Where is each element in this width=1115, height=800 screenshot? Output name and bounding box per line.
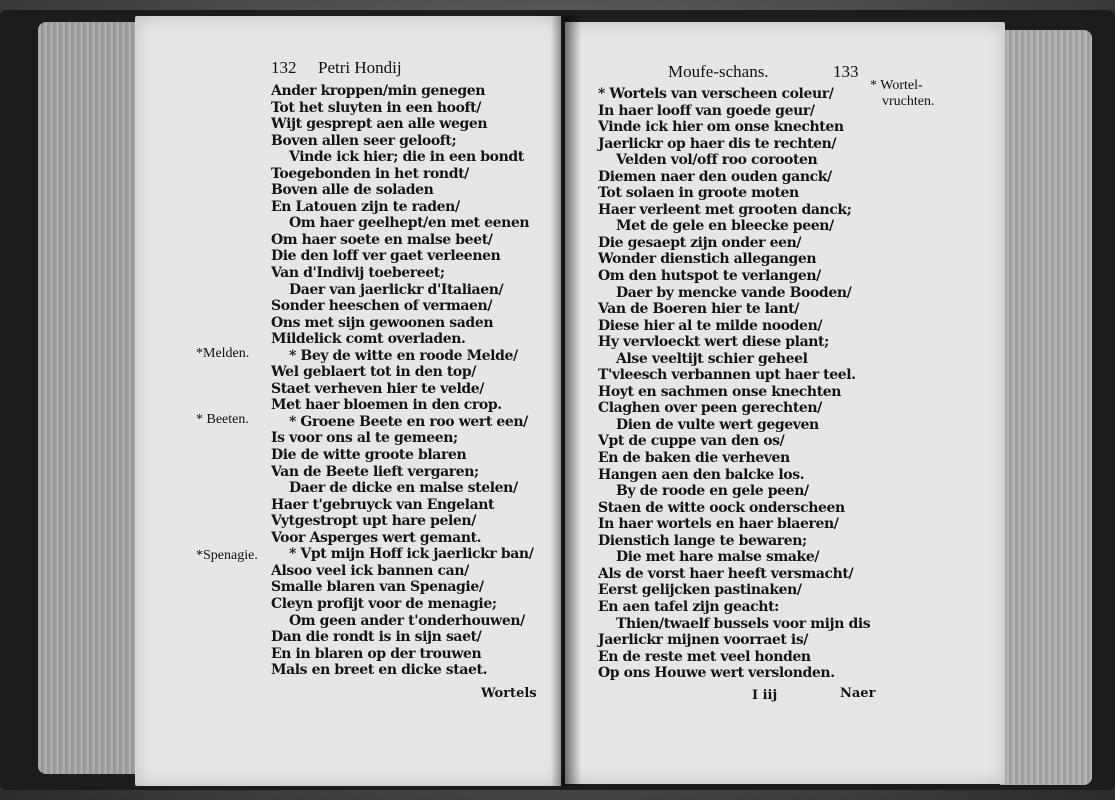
- left-verse-line: Boven allen seer gelooft;: [271, 132, 457, 149]
- left-verse-line: Mildelick comt overladen.: [271, 331, 466, 348]
- left-verse-line: Cleyn profijt voor de menagie;: [271, 595, 497, 612]
- right-verse-line: Jaerlickr op haer dis te rechten/: [598, 135, 837, 152]
- left-verse-line: * Bey de witte en roode Melde/: [289, 347, 518, 364]
- left-verse-block: [271, 83, 533, 679]
- right-verse-line: Hy vervloeckt wert diese plant;: [598, 334, 829, 351]
- right-verse-line: Als de vorst haer heeft versmacht/: [598, 565, 854, 582]
- right-verse-line: Dien de vulte wert gegeven: [616, 416, 819, 433]
- left-verse-line: Dan die rondt is in sijn saet/: [271, 629, 482, 646]
- left-verse-line: Wel geblaert tot in den top/: [271, 364, 476, 381]
- right-verse-line: En de baken die verheven: [598, 450, 790, 467]
- left-verse-line: Mals en breet en dicke staet.: [271, 662, 488, 679]
- left-catchword: Wortels: [481, 686, 537, 701]
- left-verse-line: Ons met sijn gewoonen saden: [271, 314, 494, 331]
- right-verse-line: * Wortels van verscheen coleur/: [598, 86, 834, 102]
- right-verse-line: Eerst gelijcken pastinaken/: [598, 582, 802, 599]
- left-verse-line: * Groene Beete en roo wert een/: [289, 413, 528, 430]
- right-verse-line: Dienstich lange te bewaren;: [598, 532, 807, 549]
- left-verse-line: En in blaren op der trouwen: [271, 645, 482, 662]
- right-verse-line: Hoyt en sachmen onse knechten: [598, 383, 842, 400]
- left-verse-line: Die de witte groote blaren: [271, 447, 467, 464]
- right-verse-line: Jaerlickr mijnen voorraet is/: [598, 632, 809, 649]
- left-verse-line: Ander kroppen/min genegen: [271, 83, 486, 99]
- right-verse-line: T'vleesch verbannen upt haer teel.: [598, 367, 856, 384]
- left-verse-line: Is voor ons al te gemeen;: [271, 430, 458, 447]
- margin-note-spenagie: *Spenagie.: [196, 548, 258, 563]
- margin-note-wortelvruchten-2: vruchten.: [882, 94, 935, 109]
- left-verse-line: Sonder heeschen of vermaen/: [271, 298, 493, 315]
- left-verse-line: Om geen ander t'onderhouwen/: [289, 612, 525, 629]
- left-verse-line: Boven alle de soladen: [271, 182, 434, 199]
- left-verse-line: Met haer bloemen in den crop.: [271, 397, 502, 414]
- right-verse-line: By de roode en gele peen/: [616, 483, 809, 500]
- right-verse-line: En de reste met veel honden: [598, 648, 811, 665]
- right-verse-line: Om den hutspot te verlangen/: [598, 268, 821, 285]
- left-running-head: Petri Hondij: [318, 58, 402, 77]
- right-page-number: 133: [833, 62, 859, 81]
- left-verse-line: Tot het sluyten in een hooft/: [271, 99, 481, 116]
- right-verse-line: Staen de witte oock onderscheen: [598, 499, 845, 516]
- left-verse-line: Voor Asperges wert gemant.: [271, 529, 482, 546]
- right-page-edges: [1000, 30, 1092, 785]
- signature-mark: I iij: [752, 688, 778, 703]
- left-verse-line: Staet verheven hier te velde/: [271, 380, 484, 397]
- left-verse-line: Smalle blaren van Spenagie/: [271, 579, 484, 596]
- right-verse-line: Hangen aen den balcke los.: [598, 466, 805, 483]
- left-verse-line: Om haer geelhept/en met eenen: [289, 215, 530, 232]
- right-verse-line: In haer wortels en haer blaeren/: [598, 516, 839, 533]
- right-verse-line: Van de Boeren hier te lant/: [598, 301, 799, 318]
- left-page-number: 132: [271, 58, 297, 77]
- left-verse-line: Toegebonden in het rondt/: [271, 165, 469, 182]
- right-verse-line: Haer verleent met grooten danck;: [598, 201, 852, 218]
- left-verse-line: Daer van jaerlickr d'Italiaen/: [289, 281, 504, 298]
- left-verse-line: Van d'Indivij toebereet;: [271, 265, 445, 282]
- right-verse-line: Alse veeltijt schier geheel: [616, 350, 808, 367]
- book-gutter: [551, 16, 581, 786]
- right-verse-line: Vpt de cuppe van den os/: [598, 433, 785, 450]
- right-verse-line: Claghen over peen gerechten/: [598, 400, 822, 417]
- left-verse-line: Vytgestropt upt hare pelen/: [271, 513, 476, 530]
- left-verse-line: Wijt gesprept aen alle wegen: [271, 116, 488, 133]
- right-verse-line: Tot solaen in groote moten: [598, 185, 799, 202]
- right-verse-line: Velden vol/off roo corooten: [616, 152, 818, 169]
- right-verse-block: [598, 86, 870, 682]
- margin-note-melden: *Melden.: [196, 346, 250, 361]
- left-verse-line: Die den loff ver gaet verleenen: [271, 248, 501, 265]
- left-verse-line: Van de Beete lieft vergaren;: [271, 463, 479, 480]
- right-verse-line: Wonder dienstich allegangen: [598, 251, 817, 268]
- right-verse-line: Diemen naer den ouden ganck/: [598, 168, 832, 185]
- right-verse-line: Thien/twaelf bussels voor mijn dis: [616, 615, 871, 632]
- right-verse-line: Diese hier al te milde nooden/: [598, 317, 823, 334]
- left-verse-line: Alsoo veel ick bannen can/: [271, 562, 469, 579]
- right-verse-line: In haer looff van goede geur/: [598, 102, 815, 119]
- left-verse-line: Haer t'gebruyck van Engelant: [271, 496, 495, 513]
- right-verse-line: Daer by mencke vande Booden/: [616, 284, 852, 301]
- right-verse-line: Die gesaept zijn onder een/: [598, 234, 802, 251]
- left-verse-line: Daer de dicke en malse stelen/: [289, 480, 518, 497]
- left-verse-line: En Latouen zijn te raden/: [271, 198, 460, 215]
- margin-note-wortelvruchten-1: * Wortel-: [870, 78, 923, 93]
- right-running-head: Moufe-schans.: [668, 62, 769, 81]
- right-catchword: Naer: [840, 686, 876, 701]
- left-verse-line: Vinde ick hier; die in een bondt: [289, 149, 524, 166]
- right-verse-line: En aen tafel zijn geacht:: [598, 598, 779, 615]
- right-verse-line: Die met hare malse smake/: [616, 549, 820, 566]
- margin-note-beeten: * Beeten.: [196, 412, 249, 427]
- left-page-edges: [38, 22, 148, 774]
- left-verse-line: * Vpt mijn Hoff ick jaerlickr ban/: [289, 546, 534, 563]
- right-verse-line: Op ons Houwe wert verslonden.: [598, 665, 835, 682]
- right-verse-line: Vinde ick hier om onse knechten: [598, 119, 844, 136]
- right-verse-line: Met de gele en bleecke peen/: [616, 218, 834, 235]
- left-verse-line: Om haer soete en malse beet/: [271, 231, 493, 248]
